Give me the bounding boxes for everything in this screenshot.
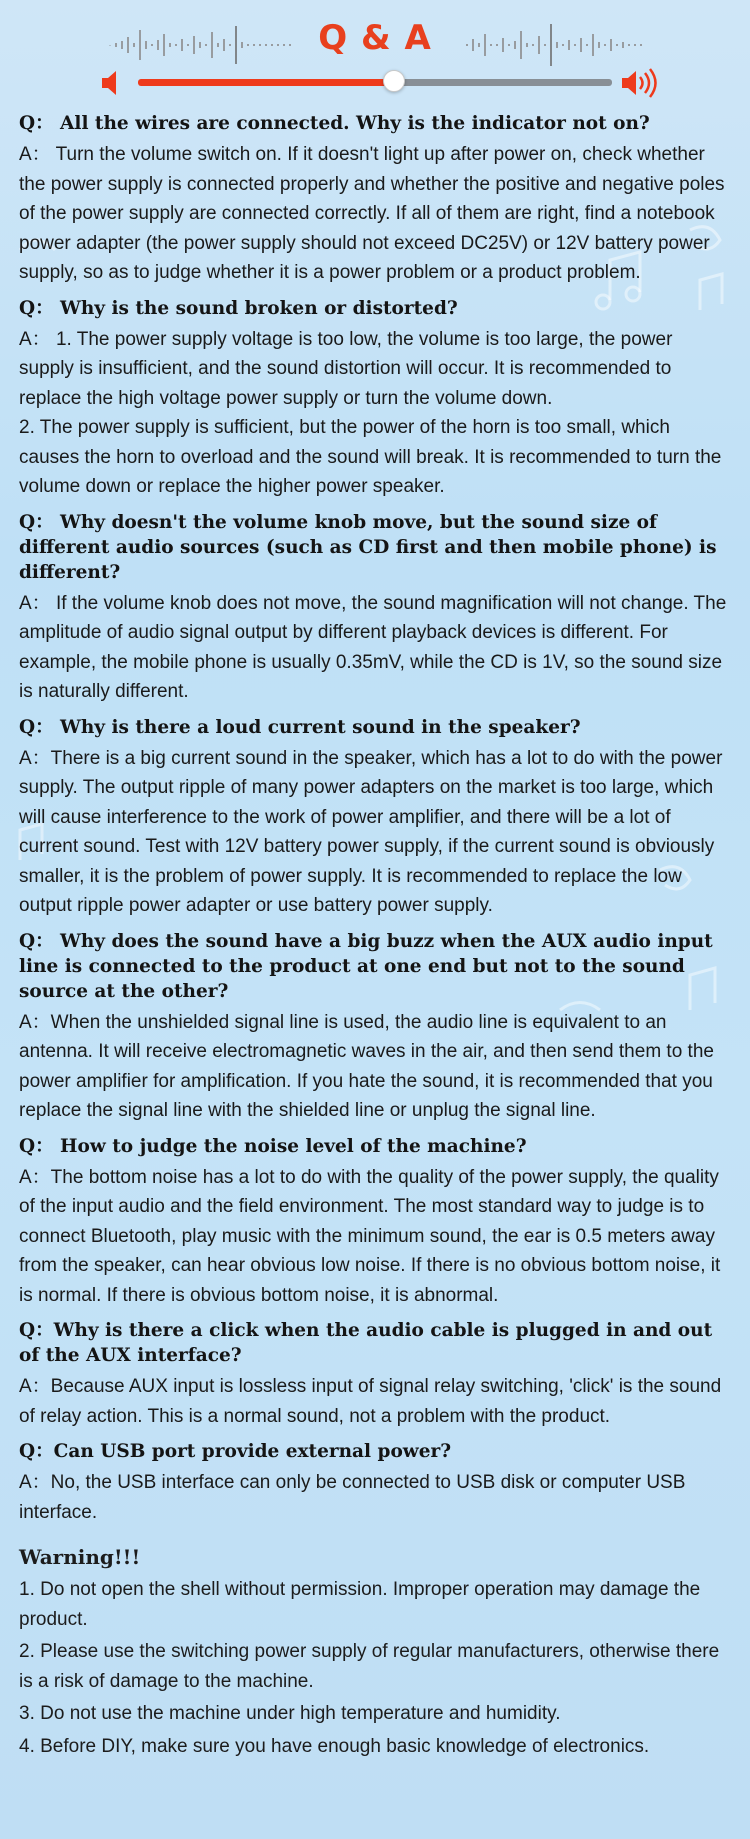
question: Q： Why is the sound broken or distorted? [19, 297, 458, 319]
warning-item: 2. Please use the switching power supply of regular manufacturers, otherwise there is a risk of damage to the machine. [19, 1641, 720, 1692]
volume-slider-fill [138, 79, 394, 86]
qa-item [19, 1318, 731, 1431]
answer: A：No, the USB interface can only be connected to USB disk or computer USB interface. [19, 1472, 686, 1523]
question: Q：Can USB port provide external power? [19, 1441, 452, 1462]
qa-list [19, 111, 731, 1764]
warning-title: Warning!!! [19, 1545, 141, 1569]
warning-item: 1. Do not open the shell without permission. Improper operation may damage the product. [19, 1579, 701, 1630]
warning-section [19, 1543, 731, 1761]
answer: A： Turn the volume switch on. If it doesn't light up after power on, check whether the power supply is connected properly and whether the positive and negative poles of the power supply are connected correctly. If all of them are right, find a notebook power adapter (the power supply should not exceed DC25V) or 12V battery power supply, so as to judge whether it is a power problem or a product problem. [19, 144, 725, 283]
question: Q： Why does the sound have a big buzz when the AUX audio input line is connected to the product at one end but not to the sound source at the other? [19, 930, 713, 1002]
answer: A：The bottom noise has a lot to do with the quality of the power supply, the quality of the input audio and the field environment. The most standard way to judge is to connect Bluetooth, play music with the minimum sound, the ear is 0.5 meters away from the speaker, can hear obvious low noise. If there is no obvious bottom noise, it is normal. If there is obvious bottom noise, it is abnormal. [19, 1166, 721, 1306]
volume-slider[interactable] [100, 68, 660, 98]
answer: A： If the volume knob does not move, the sound magnification will not change. The amplitude of audio signal output by different playback devices is different. For example, the mobile phone is usually 0.35mV, while the CD is 1V, so the sound size is naturally different. [19, 592, 727, 702]
answer: A：When the unshielded signal line is used, the audio line is equivalent to an antenna. It will receive electromagnetic waves in the air, and then send them to the power amplifier for amplification. If you hate the sound, it is recommended that you replace the signal line with the shielded line or unplug the signal line. [19, 1011, 714, 1121]
qa-item [19, 929, 731, 1126]
waveform-icon [465, 22, 650, 68]
qa-item [19, 296, 731, 502]
question: Q： How to judge the noise level of the machine? [19, 1135, 527, 1157]
speaker-high-icon [620, 66, 660, 100]
qa-item [19, 715, 731, 921]
qa-item [19, 510, 731, 707]
answer: A：There is a big current sound in the speaker, which has a lot to do with the power supply. The output ripple of many power adapters on the market is too large, which will cause interference to the work of power amplifier, and there will be a lot of current sound. Test with 12V battery power supply, if the current sound is obviously smaller, it is the problem of power supply. It is recommended to replace the low output ripple power adapter or use battery power supply. [19, 747, 723, 916]
question: Q： Why doesn't the volume knob move, but the sound size of different audio sources (such as CD first and then mobile phone) is different? [19, 511, 717, 583]
warning-item: 3. Do not use the machine under high temperature and humidity. [19, 1703, 561, 1724]
warning-item: 4. Before DIY, make sure you have enough basic knowledge of electronics. [19, 1735, 650, 1757]
qa-item [19, 111, 731, 288]
qa-item [19, 1439, 731, 1527]
page-title: Q & A [318, 18, 432, 58]
answer: A： 1. The power supply voltage is too low, the volume is too large, the power supply is insufficient, and the sound distortion will occur. It is recommended to replace the high voltage power supply or turn the volume down. [19, 328, 673, 409]
volume-slider-thumb[interactable] [383, 70, 405, 92]
qa-item [19, 1134, 731, 1311]
question: Q： All the wires are connected. Why is the indicator not on? [19, 113, 650, 134]
volume-slider-track [394, 79, 612, 86]
question: Q： Why is there a loud current sound in the speaker? [19, 716, 581, 738]
question: Q：Why is there a click when the audio cable is plugged in and out of the AUX interface? [19, 1320, 713, 1366]
qa-header [0, 0, 750, 110]
answer: A：Because AUX input is lossless input of signal relay switching, 'click' is the sound of relay action. This is a normal sound, not a problem with the product. [19, 1376, 722, 1427]
speaker-low-icon [100, 68, 120, 98]
answer-continued: 2. The power supply is sufficient, but the power of the horn is too small, which causes the horn to overload and the sound will break. It is recommended to turn the volume down or replace the higher power speaker. [19, 417, 722, 497]
